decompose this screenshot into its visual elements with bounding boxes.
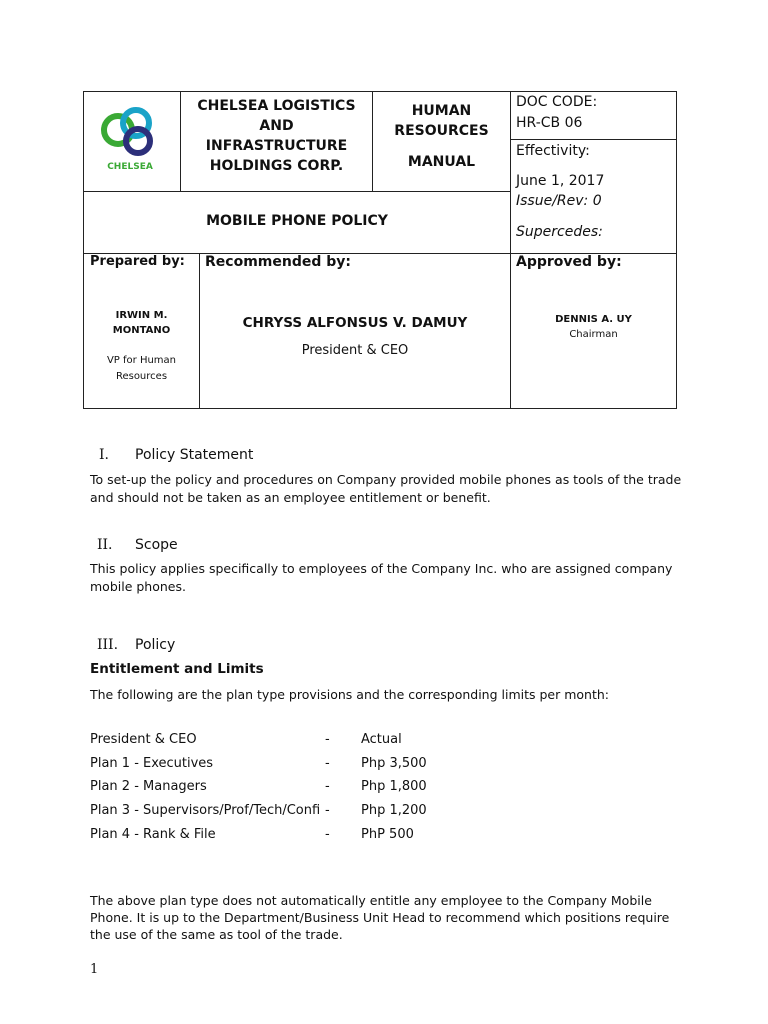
plan-name: Plan 3 - Supervisors/Prof/Tech/Confi bbox=[90, 803, 321, 818]
plan-limit: Php 1,200 bbox=[361, 803, 427, 818]
page-number: 1 bbox=[90, 962, 99, 977]
effectivity-date: June 1, 2017 bbox=[516, 173, 605, 189]
plan-dash: - bbox=[325, 779, 330, 794]
company-name: CHELSEA LOGISTICS AND INFRASTRUCTURE HOLDINGS CORP. bbox=[197, 98, 356, 174]
plan-limit: Actual bbox=[361, 732, 402, 747]
company-logo bbox=[98, 106, 162, 176]
recommended-by-label: Recommended by: bbox=[205, 254, 351, 270]
prepared-by-name: IRWIN M. MONTANO bbox=[112, 310, 171, 336]
chelsea-logo-icon bbox=[98, 106, 162, 162]
plan-name: Plan 2 - Managers bbox=[90, 779, 207, 794]
plan-limit: Php 3,500 bbox=[361, 756, 427, 771]
document-header-table bbox=[83, 91, 677, 409]
prepared-by-role: VP for Human Resources bbox=[106, 355, 177, 382]
plan-limit: Php 1,800 bbox=[361, 779, 427, 794]
section-2-text: This policy applies specifically to employees of the Company Inc. who are assigned company mobile phones. bbox=[90, 561, 673, 594]
plan-dash: - bbox=[325, 827, 330, 842]
prepared-by-label: Prepared by: bbox=[90, 254, 185, 269]
plan-name: Plan 1 - Executives bbox=[90, 756, 214, 771]
recommended-by-name: CHRYSS ALFONSUS V. DAMUY bbox=[242, 315, 468, 331]
department-label: HUMAN RESOURCES bbox=[394, 103, 489, 139]
plan-dash: - bbox=[325, 803, 330, 818]
section-1-text: To set-up the policy and procedures on Company provided mobile phones as tools of the trade and should not be taken as an employee entitlement or benefit. bbox=[90, 472, 682, 505]
plan-limit: PhP 500 bbox=[361, 827, 414, 842]
policy-title: MOBILE PHONE POLICY bbox=[206, 213, 388, 229]
section-3-closing: The above plan type does not automatically entitle any employee to the Company Mobile Phone. It is up to the Department/Business Unit Head to recommend which positions require the use of the same as tool of the trade. bbox=[90, 893, 670, 942]
section-3-intro: The following are the plan type provisions and the corresponding limits per month: bbox=[90, 687, 610, 702]
recommended-by-role: President & CEO bbox=[301, 343, 409, 358]
entitlement-subheading: Entitlement and Limits bbox=[90, 661, 264, 677]
effectivity-label: Effectivity: bbox=[516, 143, 590, 159]
plan-dash: - bbox=[325, 732, 330, 747]
plan-name: Plan 4 - Rank & File bbox=[90, 827, 216, 842]
plan-name: President & CEO bbox=[90, 732, 197, 747]
plan-dash: - bbox=[325, 756, 330, 771]
approved-by-name: DENNIS A. UY bbox=[555, 314, 632, 325]
manual-label: MANUAL bbox=[407, 154, 476, 170]
doc-code-value: HR-CB 06 bbox=[516, 115, 583, 131]
section-3-title: Policy bbox=[135, 637, 176, 653]
section-2-number: II. bbox=[97, 537, 113, 553]
supercedes: Supercedes: bbox=[516, 224, 603, 240]
approved-by-role: Chairman bbox=[569, 329, 618, 340]
section-3-number: III. bbox=[97, 637, 119, 653]
doc-code-label: DOC CODE: bbox=[516, 94, 598, 110]
section-2-title: Scope bbox=[135, 537, 178, 553]
issue-rev: Issue/Rev: 0 bbox=[516, 193, 602, 209]
approved-by-label: Approved by: bbox=[516, 254, 622, 270]
logo-wordmark: CHELSEA bbox=[107, 162, 153, 172]
section-1-title: Policy Statement bbox=[135, 447, 254, 463]
section-1-number: I. bbox=[99, 447, 109, 463]
